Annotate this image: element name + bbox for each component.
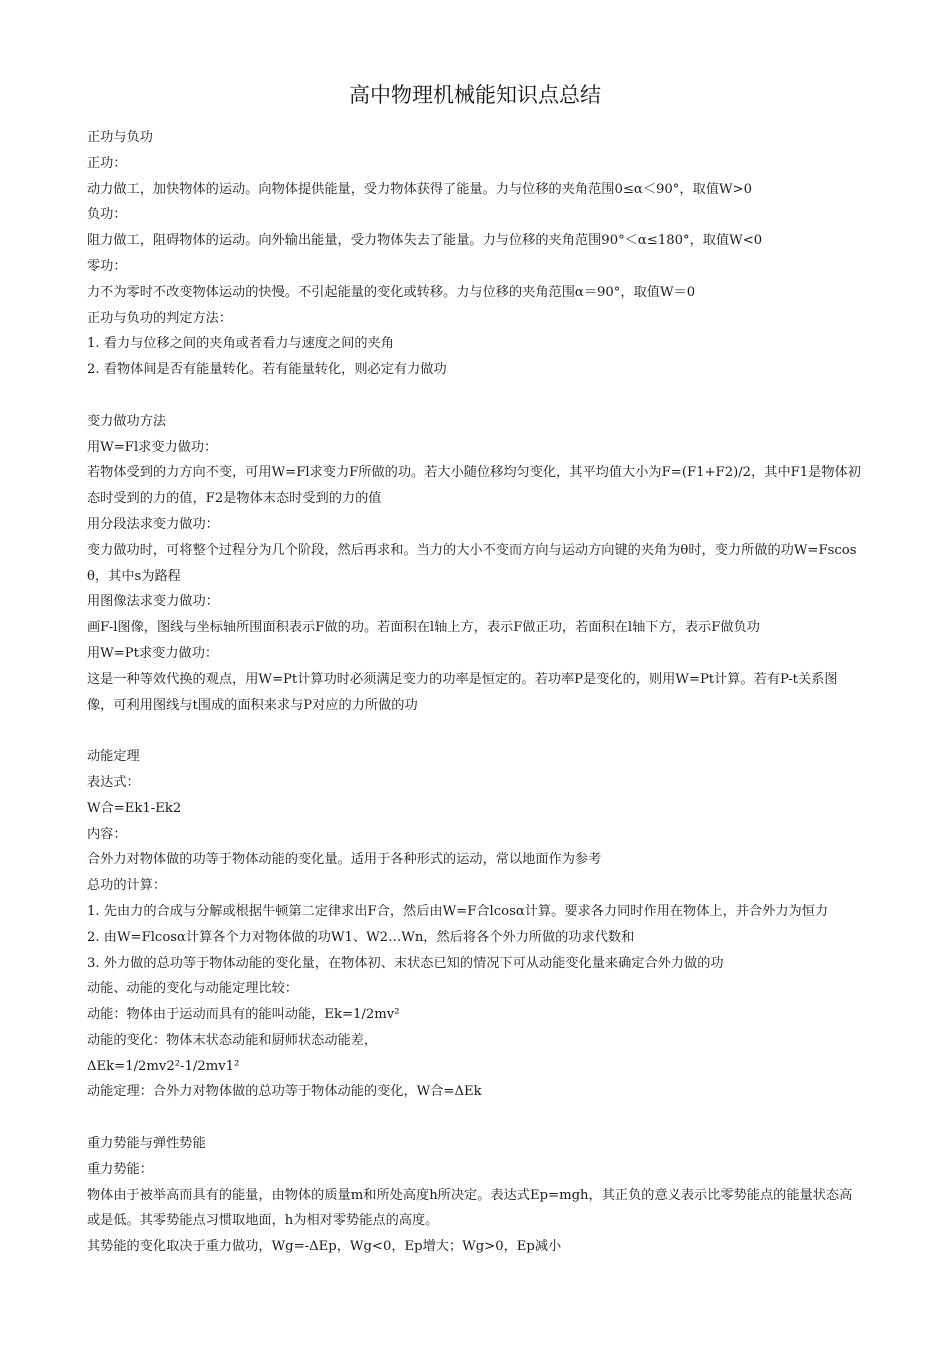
text-line: 力不为零时不改变物体运动的快慢。不引起能量的变化或转移。力与位移的夹角范围α＝90°，取值W＝0 — [87, 284, 696, 300]
text-line: 动能定理：合外力对物体做的总功等于物体动能的变化，W合=ΔEk — [87, 1084, 482, 1100]
text-line: 动力做工，加快物体的运动。向物体提供能量，受力物体获得了能量。力与位移的夹角范围0≤α＜90°，取值W>0 — [87, 181, 752, 197]
text-line: 负功： — [87, 207, 127, 223]
section-spacer — [87, 1105, 862, 1131]
section-heading: 正功与负功 — [87, 130, 153, 145]
text-line: 1. 看力与位移之间的夹角或者看力与速度之间的夹角 — [87, 336, 394, 352]
document-body — [87, 125, 862, 1260]
text-line: 内容： — [87, 826, 127, 842]
text-line: 画F-l图像，图线与坐标轴所围面积表示F做的功。若面积在l轴上方，表示F做正功，若面积在l轴下方，表示F做负功 — [87, 620, 760, 636]
text-line: 这是一种等效代换的观点，用W=Pt计算功时必须满足变力的功率是恒定的。若功率P是变化的，则用W=Pt计算。若有P-t关系图像，可利用图线与t围成的面积来求与P对应的力所做的功 — [87, 671, 838, 713]
text-line: 3. 外力做的总功等于物体动能的变化量，在物体初、末状态已知的情况下可从动能变化量来确定合外力做的功 — [87, 955, 724, 971]
text-line: 合外力对物体做的功等于物体动能的变化量。适用于各种形式的运动，常以地面作为参考 — [87, 852, 602, 868]
text-line: 零功： — [87, 258, 127, 274]
text-line: 2. 看物体间是否有能量转化。若有能量转化，则必定有力做功 — [87, 362, 447, 378]
text-line: 阻力做工，阻碍物体的运动。向外输出能量，受力物体失去了能量。力与位移的夹角范围90°＜α≤180°，取值W<0 — [87, 233, 763, 249]
text-line: 总功的计算： — [87, 878, 167, 894]
text-line: 若物体受到的力方向不变，可用W=Fl求变力F所做的功。若大小随位移均匀变化，其平均值大小为F=(F1+F2)/2，其中F1是物体初态时受到的力的值，F2是物体末态时受到的力的值 — [87, 465, 861, 507]
text-line: 正功： — [87, 155, 127, 171]
text-line: 动能的变化：物体末状态动能和厨师状态动能差， — [87, 1032, 378, 1048]
text-line: 变力做功时，可将整个过程分为几个阶段，然后再求和。当力的大小不变而方向与运动方向键的夹角为θ时，变力所做的功W=Fscosθ，其中s为路程 — [87, 542, 857, 584]
text-line: ΔEk=1/2mv2²-1/2mv1² — [87, 1058, 240, 1074]
text-line: 用分段法求变力做功： — [87, 516, 219, 532]
section-spacer — [87, 718, 862, 744]
text-line: 其势能的变化取决于重力做功，Wg=-ΔEp，Wg<0，Ep增大；Wg>0，Ep减小 — [87, 1239, 562, 1255]
text-line: 用W=Fl求变力做功： — [87, 439, 218, 455]
text-line: 用W=Pt求变力做功： — [87, 645, 219, 661]
text-line: 用图像法求变力做功： — [87, 594, 219, 610]
section-heading: 变力做功方法 — [87, 413, 167, 429]
text-line: 2. 由W=Flcosα计算各个力对物体做的功W1、W2…Wn，然后将各个外力所做的功求代数和 — [87, 929, 635, 945]
section-heading: 重力势能与弹性势能 — [87, 1136, 206, 1152]
section-spacer — [87, 383, 862, 409]
section-heading: 动能定理 — [87, 749, 140, 765]
page-title: 高中物理机械能知识点总结 — [349, 83, 601, 107]
text-line: W合=Ek1-Ek2 — [87, 800, 182, 816]
text-line: 物体由于被举高而具有的能量，由物体的质量m和所处高度h所决定。表达式Ep=mgh，其正负的意义表示比零势能点的能量状态高或是低。其零势能点习惯取地面，h为相对零势能点的高度。 — [87, 1187, 853, 1229]
text-line: 1. 先由力的合成与分解或根据牛顿第二定律求出F合，然后由W=F合lcosα计算。要求各力同时作用在物体上，并合外力为恒力 — [87, 903, 829, 919]
text-line: 动能、动能的变化与动能定理比较： — [87, 981, 298, 997]
text-line: 动能：物体由于运动而具有的能叫动能，Ek=1/2mv² — [87, 1007, 400, 1023]
text-line: 重力势能： — [87, 1161, 153, 1177]
text-line: 表达式： — [87, 774, 140, 790]
text-line: 正功与负功的判定方法： — [87, 310, 233, 326]
